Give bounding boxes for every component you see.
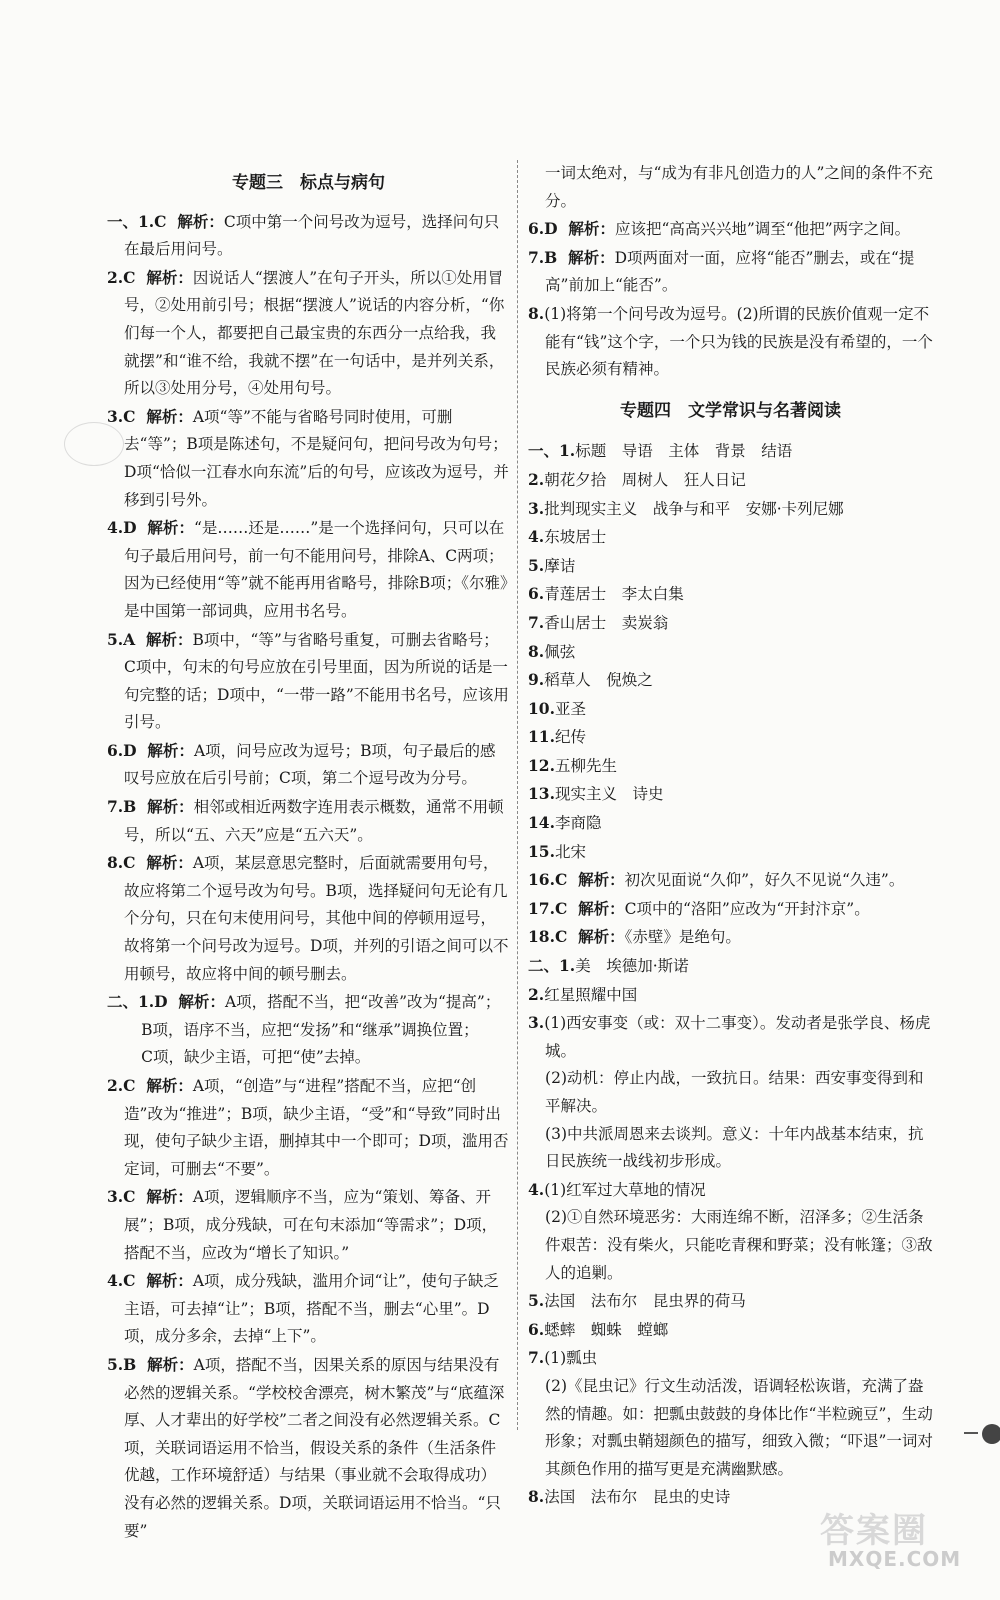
left-column <box>107 160 510 1545</box>
answer-number: 二、1.D <box>107 992 168 1012</box>
answer-number: 5.A <box>107 629 136 649</box>
section-heading-topic-4: 专题四 文学常识与名著阅读 <box>620 400 841 421</box>
answer-item <box>107 514 510 625</box>
answer-subline: (2)《昆虫记》行文生动活泼，语调轻松诙谐，充满了盎然的情趣。如：把瓢虫鼓鼓的身体比作“半粒豌豆”，生动形象；对瓢虫鞘翅颜色的描写，细致入微；“吓退”一词对其颜色作用的描写更是充满幽默感。 <box>545 1376 933 1478</box>
analysis-label: 解析 ： <box>558 220 615 238</box>
answer-number: 2. <box>528 984 545 1004</box>
answer-item <box>528 580 933 609</box>
answer-number: 14. <box>528 813 555 833</box>
answer-number: 7.B <box>107 797 137 817</box>
answer-number: 3. <box>528 498 545 518</box>
analysis-label: 解析 ： <box>136 408 193 426</box>
answer-text: 亚圣 <box>554 699 586 718</box>
section-heading-topic-3: 专题三 标点与病句 <box>232 173 385 193</box>
column-divider <box>517 160 518 1430</box>
answer-item <box>107 626 510 737</box>
answer-text: (1)西安事变（或：双十二事变）。发动者是张学良、杨虎城。 <box>544 1014 931 1060</box>
answer-text: “是……还是……”是一个选择问句，只可以在句子最后用问号，前一句不能用问号，排除A、C两项；因为已经使用“等”就不能再用省略号，排除B项；《尔雅》是中国第一部词典，应用书名号。 <box>124 519 508 620</box>
answer-number: 7. <box>528 1348 545 1368</box>
watermark-text: 答案圈 <box>820 1511 928 1551</box>
answer-item <box>528 866 933 895</box>
answer-text: 青莲居士 李太白集 <box>544 585 684 604</box>
answer-item <box>528 809 933 838</box>
answer-text: (1)瓢虫 <box>544 1349 598 1368</box>
left-answer-list <box>107 208 510 1546</box>
answer-number: 9. <box>528 670 545 690</box>
analysis-label: 解析 ： <box>137 519 194 537</box>
answer-number: 13. <box>528 784 555 804</box>
answer-subline: C项，缺少主语，可把“使”去掉。 <box>141 1048 371 1067</box>
answer-text: 《赤壁》是绝句。 <box>624 928 741 947</box>
answer-number: 10. <box>528 698 555 718</box>
answer-number: 一、1.C <box>107 211 167 231</box>
answer-number: 8. <box>528 303 545 323</box>
answer-number: 3.C <box>107 1187 136 1207</box>
answer-item <box>107 793 510 849</box>
answer-item <box>107 1267 510 1351</box>
answer-text: (1)将第一个问号改为逗号。(2)所谓的民族价值观一定不能有“钱”这个字，一个只为钱的民族是没有希望的，一个民族必须有精神。 <box>544 304 933 379</box>
answer-number: 18.C <box>528 927 568 947</box>
answer-item <box>107 988 510 1017</box>
answer-item <box>528 552 933 581</box>
analysis-label: 解析 ： <box>136 854 193 872</box>
answer-number: 12. <box>528 755 555 775</box>
answer-number: 2.C <box>107 267 136 287</box>
answer-item <box>528 695 933 724</box>
answer-text: 应该把“高高兴兴地”调至“他把”两字之间。 <box>614 220 911 239</box>
answer-number: 4. <box>528 1179 545 1199</box>
answer-text: 纪传 <box>554 728 586 747</box>
answer-item <box>528 215 933 244</box>
answer-subline: (3)中共派周恩来去谈判。意义：十年内战基本结束，抗日民族统一战线初步形成。 <box>545 1124 924 1171</box>
right-bottom-answer-list <box>528 437 933 1512</box>
answer-text: 蟋蟀 蜘蛛 螳螂 <box>544 1320 669 1339</box>
answer-number: 6. <box>528 584 545 604</box>
answer-text: A项，问号应改为逗号；B项，句子最后的感叹号应放在后引号前；C项，第二个逗号改为分号。 <box>124 741 496 788</box>
answer-item <box>107 849 510 988</box>
answer-item <box>107 403 510 514</box>
answer-item <box>528 523 933 552</box>
answer-item <box>528 952 933 981</box>
answer-number: 6.D <box>528 219 558 239</box>
answer-number: 4.C <box>107 1271 136 1291</box>
answer-number: 16.C <box>528 870 568 890</box>
answer-text: 北宋 <box>554 842 586 861</box>
answer-number: 4.D <box>107 518 137 538</box>
analysis-label: 解析 ： <box>136 1272 193 1290</box>
answer-text: A项，成分残缺，滥用介词“让”，使句子缺乏主语，可去掉“让”；B项，搭配不当，删去“心里”。D项，成分多余，去掉“上下”。 <box>124 1272 499 1346</box>
answer-item <box>528 609 933 638</box>
answer-text: 李商隐 <box>554 814 602 833</box>
answer-item <box>107 1072 510 1183</box>
right-top-answer-list <box>528 215 933 384</box>
answer-subline: (2)动机：停止内战，一致抗日。结果：西安事变得到和平解决。 <box>545 1069 924 1115</box>
answer-item <box>107 264 510 403</box>
answer-text: 初次见面说“久仰”，好久不见说“久违”。 <box>624 871 905 890</box>
answer-text: 标题 导语 主体 背景 结语 <box>575 442 793 461</box>
analysis-label: 解析 ： <box>137 742 194 760</box>
answer-item <box>528 1344 933 1373</box>
answer-text: B项中，“等”与省略号重复，可删去省略号；C项中，句末的句号应放在引号里面，因为所说的话是一句完整的话；D项中，“一带一路”不能用书名号，应该用引号。 <box>124 630 509 732</box>
answer-item <box>528 437 933 466</box>
page-tab-icon <box>958 1420 1000 1448</box>
answer-number: 17.C <box>528 898 568 918</box>
answer-text: (1)红军过大草地的情况 <box>544 1180 706 1199</box>
answer-item <box>528 466 933 495</box>
watermark-logo <box>820 1503 970 1578</box>
answer-item <box>528 981 933 1010</box>
faint-stamp-icon <box>64 422 124 466</box>
answer-number: 3. <box>528 1013 545 1033</box>
answer-text: A项，某层意思完整时，后面就需要用句号，故应将第二个逗号改为句号。B项，选择疑问句无论有几个分句，只在句末使用问号，其他中间的停顿用逗号，故将第一个问号改为逗号。D项，并列的引语之间可以不用顿号，故应将中间的顿号删去。 <box>124 854 509 983</box>
answer-number: 4. <box>528 527 545 547</box>
answer-item <box>528 780 933 809</box>
answer-number: 7.B <box>528 247 558 267</box>
analysis-label: 解析 ： <box>136 269 193 287</box>
answer-item <box>528 1176 933 1205</box>
answer-number: 2.C <box>107 1076 136 1095</box>
answer-number: 5.B <box>107 1354 137 1374</box>
answer-text: A项，“创造”与“进程”搭配不当，应把“创造”改为“推进”；B项，缺少主语，“受”和“导致”同时出现，使句子缺少主语，删掉其中一个即可；D项，滥用否定词，可删去“不要”。 <box>124 1077 509 1178</box>
answer-number: 6. <box>528 1319 545 1339</box>
answer-number: 7. <box>528 612 545 632</box>
answer-item <box>528 495 933 524</box>
answer-subline: (2)①自然环境恶劣：大雨连绵不断，沼泽多；②生活条件艰苦：没有柴火，只能吃青稞和野菜；没有帐篷；③敌人的追剿。 <box>545 1208 933 1282</box>
analysis-label: 解析 ： <box>136 1077 193 1095</box>
analysis-label: 解析 ： <box>136 1188 193 1206</box>
answer-number: 8. <box>528 641 545 661</box>
answer-item <box>528 838 933 867</box>
continued-text: 一词太绝对，与“成为有非凡创造力的人”之间的条件不充分。 <box>545 164 933 210</box>
analysis-label: 解析 ： <box>135 631 192 649</box>
right-column <box>528 160 933 1512</box>
answer-text: 朝花夕拾 周树人 狂人日记 <box>544 470 746 489</box>
answer-text: A项，搭配不当，因果关系的原因与结果没有必然的逻辑关系。“学校校舍漂亮，树木繁茂”与“底蕴深厚、人才辈出的好学校”二者之间没有必然逻辑关系。C项，关联词语运用不恰当，假设关系的条件（生活条件优越，工作环境舒适）与结果（事业就不会取得成功）没有必然的逻辑关系。D项，关联词语运用不恰当。“只要” <box>124 1355 505 1540</box>
answer-item <box>528 244 933 300</box>
answer-item <box>528 1009 933 1065</box>
answer-item <box>528 923 933 952</box>
answer-text: 摩诘 <box>544 556 576 575</box>
answer-item <box>107 1183 510 1267</box>
analysis-label: 解析 ： <box>567 871 624 889</box>
answer-text: 东坡居士 <box>544 528 607 547</box>
analysis-label: 解析 ： <box>557 249 614 267</box>
answer-item <box>528 1287 933 1316</box>
answer-text: 现实主义 诗史 <box>554 785 664 804</box>
answer-text: A项，搭配不当，把“改善”改为“提高”； <box>224 993 501 1012</box>
answer-text: 因说话人“摆渡人”在句子开头，所以①处用冒号，②处用前引号；根据“摆渡人”说话的内容分析，“你们每一个人，都要把自己最宝贵的东西分一点给我，我就摆”和“谁不给，我就不摆”在一句话中，是并列关系，所以③处用分号，④处用句号。 <box>124 268 505 398</box>
answer-text: 批判现实主义 战争与和平 安娜·卡列尼娜 <box>544 499 844 518</box>
answer-item <box>107 208 510 264</box>
answer-item <box>107 1351 510 1545</box>
answer-text: 佩弦 <box>544 642 576 661</box>
answer-item <box>528 638 933 667</box>
answer-item <box>107 737 510 793</box>
answer-item <box>528 752 933 781</box>
answer-number: 8.C <box>107 853 136 873</box>
answer-subline: B项，语序不当，应把“发扬”和“继承”调换位置； <box>141 1020 479 1039</box>
analysis-label: 解析 ： <box>136 798 193 816</box>
analysis-label: 解析 ： <box>567 928 624 946</box>
answer-text: 香山居士 卖炭翁 <box>544 613 669 632</box>
answer-number: 2. <box>528 469 545 489</box>
answer-item <box>528 723 933 752</box>
answer-number: 5. <box>528 555 545 575</box>
analysis-label: 解析 ： <box>567 900 624 918</box>
answer-text: A项“等”不能与省略号同时使用，可删去“等”；B项是陈述句，不是疑问句，把问号改为句号；D项“恰似一江春水向东流”后的句号，应该改为逗号，并移到引号外。 <box>124 407 509 509</box>
answer-number: 15. <box>528 841 555 861</box>
answer-number: 一、1. <box>528 441 576 461</box>
answer-text: 稻草人 倪焕之 <box>544 671 653 690</box>
answer-number: 3.C <box>107 406 136 426</box>
answer-item <box>528 300 933 384</box>
answer-number: 二、1. <box>528 956 576 976</box>
watermark-url: MXQE.COM <box>828 1547 962 1571</box>
analysis-label: 解析 ： <box>136 1356 193 1374</box>
answer-number: 8. <box>528 1487 545 1507</box>
answer-text: A项，逻辑顺序不当，应为“策划、筹备、开展”；B项，成分残缺，可在句末添加“等需求”；D项，搭配不当，应改为“增长了知识。” <box>124 1188 498 1262</box>
answer-text: 法国 法布尔 昆虫的史诗 <box>544 1488 731 1507</box>
answer-text: 五柳先生 <box>554 756 617 775</box>
answer-text: 法国 法布尔 昆虫界的荷马 <box>544 1292 746 1311</box>
analysis-label: 解析 ： <box>167 213 224 231</box>
answer-number: 11. <box>528 727 555 747</box>
answer-item <box>528 895 933 924</box>
answer-text: C项中的“洛阳”应改为“开封汴京”。 <box>624 899 870 918</box>
answer-text: 相邻或相近两数字连用表示概数，通常不用顿号，所以“五、六天”应是“五六天”。 <box>124 798 504 844</box>
answer-item <box>528 1316 933 1345</box>
analysis-label: 解析 ： <box>168 993 225 1011</box>
answer-text: D项两面对一面，应将“能否”删去，或在“提高”前加上“能否”。 <box>545 248 915 295</box>
answer-text: 红星照耀中国 <box>544 985 638 1004</box>
answer-number: 5. <box>528 1291 545 1311</box>
answer-text: 美 埃德加·斯诺 <box>575 957 689 976</box>
answer-item <box>528 666 933 695</box>
answer-text: C项中第一个问号改为逗号，选择问句只在最后用问号。 <box>124 212 500 259</box>
answer-number: 6.D <box>107 740 137 760</box>
